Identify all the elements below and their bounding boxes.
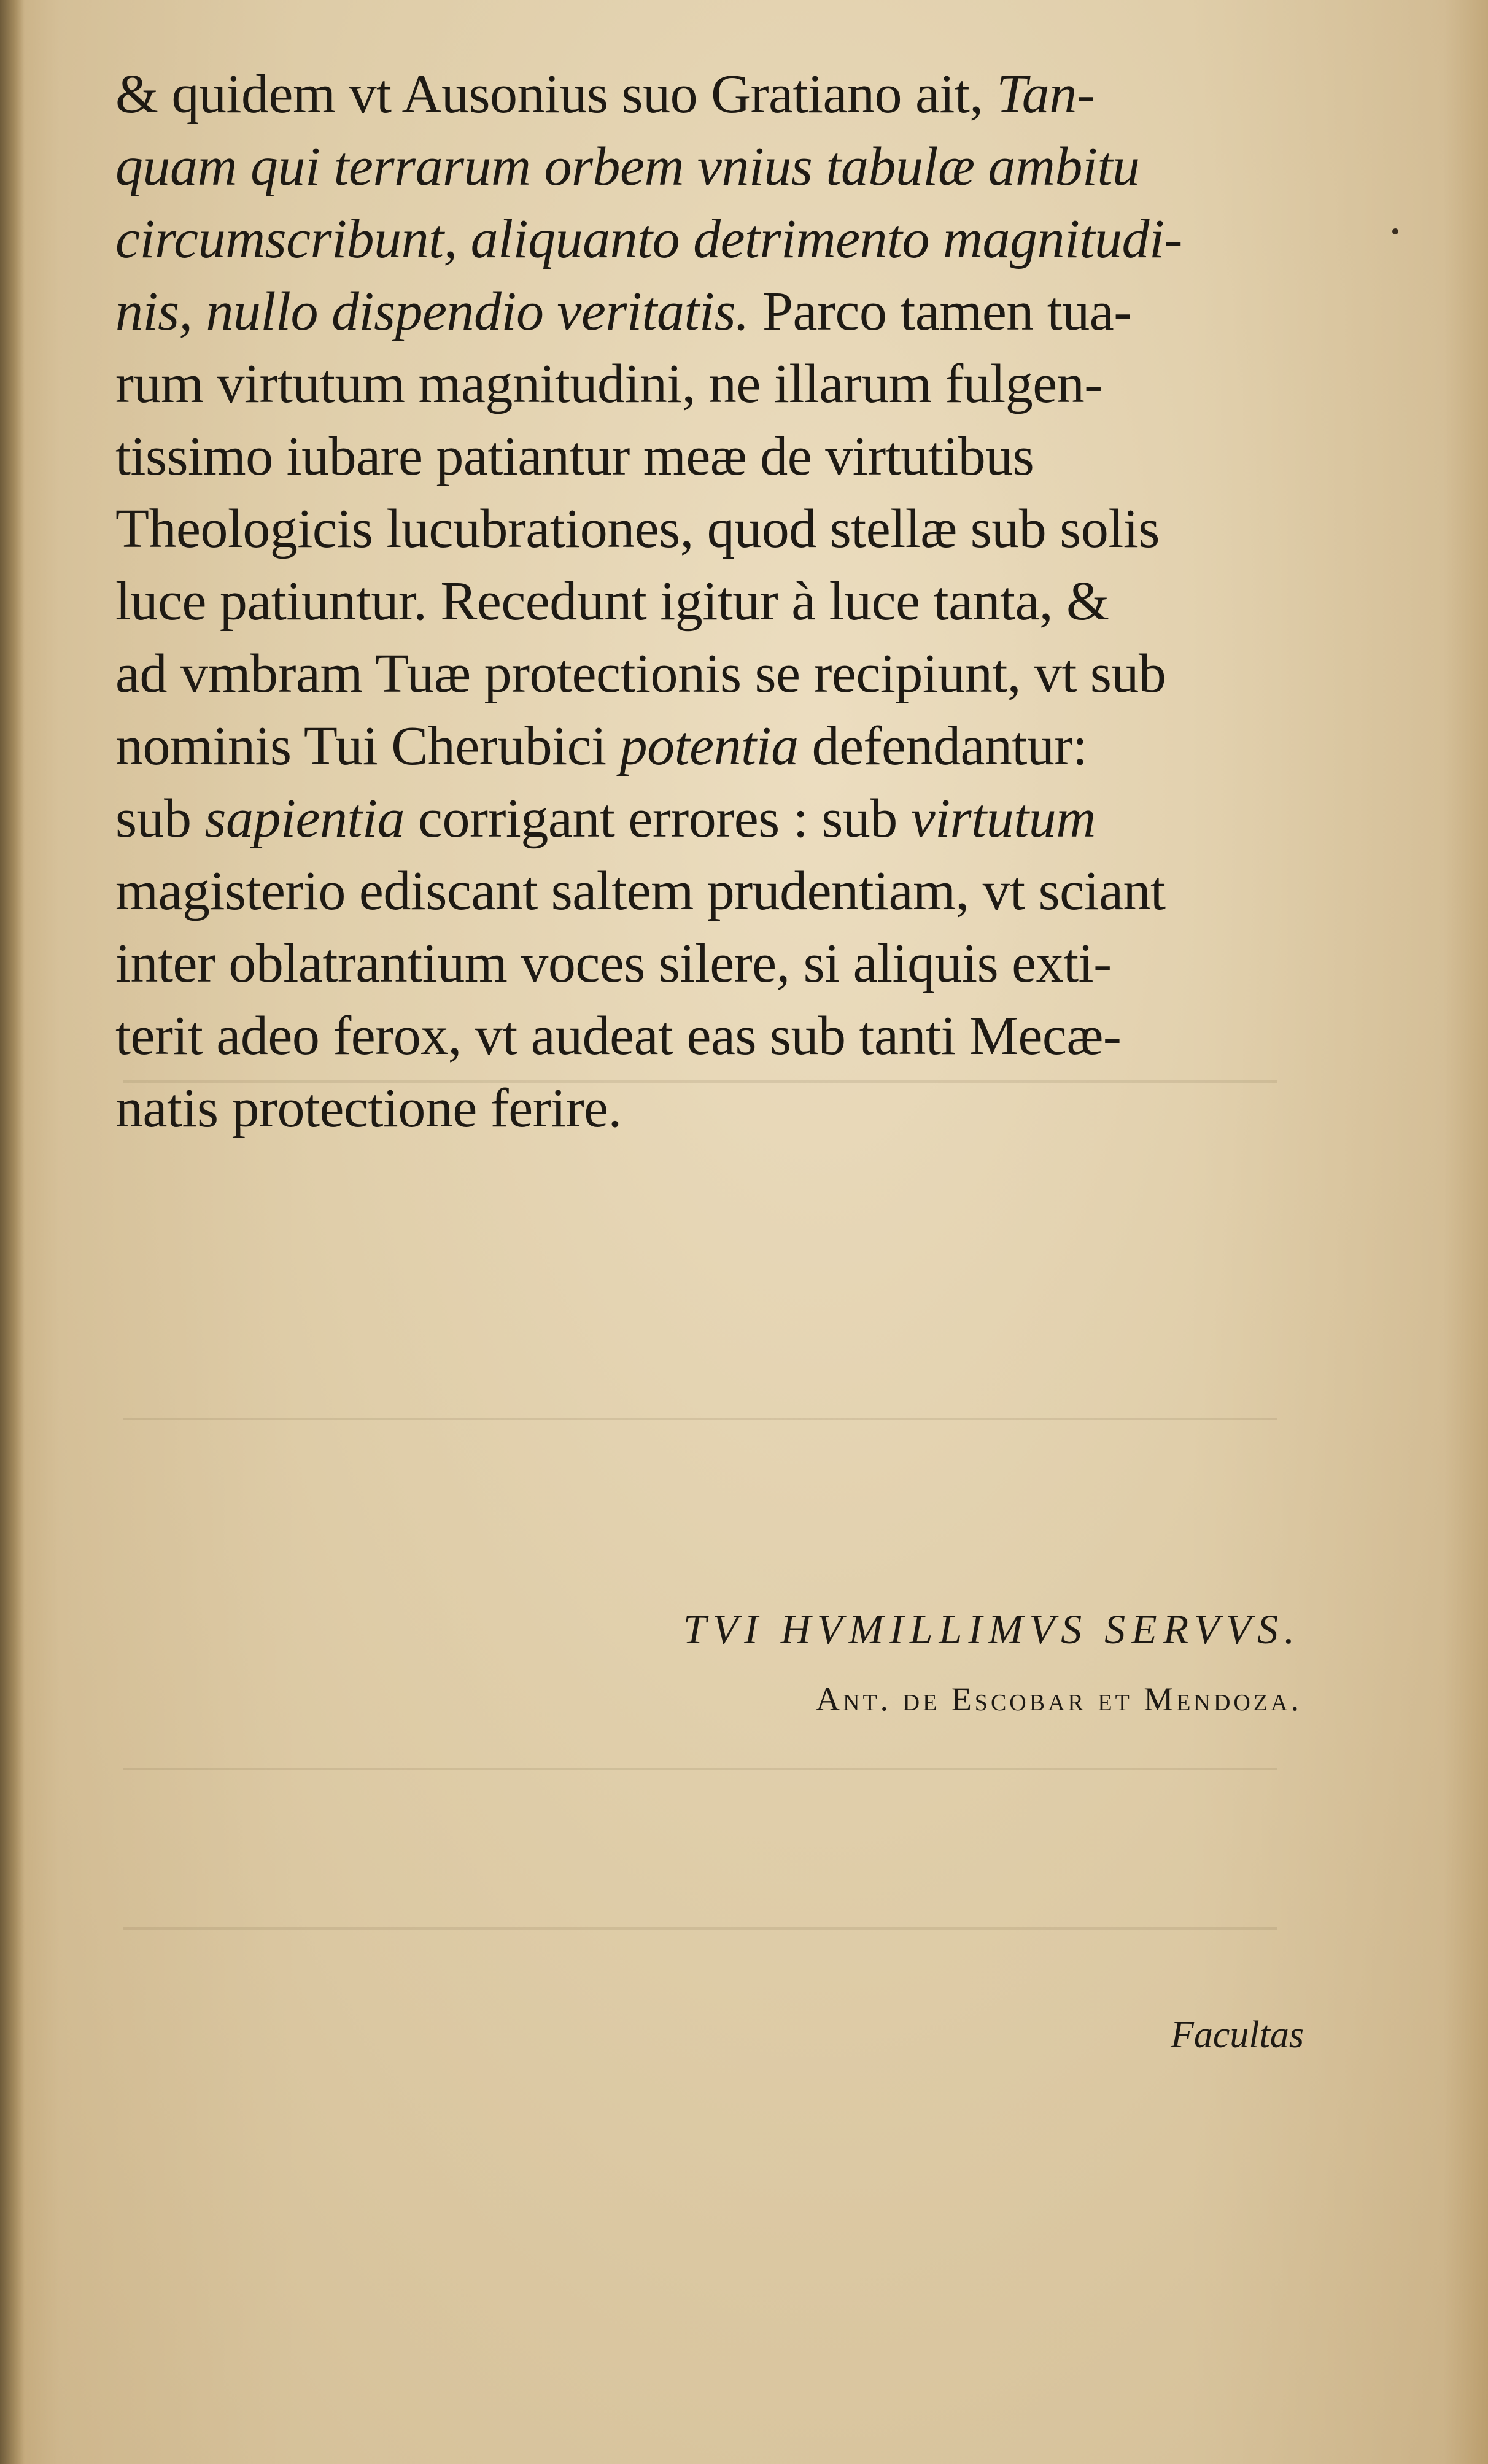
italic-run: potentia bbox=[619, 716, 799, 777]
ink-speck bbox=[1392, 228, 1398, 234]
italic-run: sapientia bbox=[204, 788, 405, 849]
text-line bbox=[115, 565, 1306, 638]
text-line bbox=[115, 638, 1306, 710]
text-line bbox=[115, 928, 1306, 1000]
bleed-rule bbox=[123, 1768, 1277, 1770]
roman-run: & quidem vt Ausonius suo Gratiano ait, bbox=[115, 64, 997, 125]
italic-run: circumscribunt, aliquanto detrimento magnitudi- bbox=[115, 209, 1183, 269]
roman-run: ad vmbram Tuæ protectionis se recipiunt, vt sub bbox=[115, 643, 1166, 704]
text-line bbox=[115, 420, 1306, 493]
binding-edge bbox=[0, 0, 25, 2464]
italic-run: virtutum bbox=[910, 788, 1096, 849]
text-line bbox=[115, 1000, 1306, 1072]
dedication-text bbox=[115, 58, 1306, 1145]
bleed-rule bbox=[123, 1927, 1277, 1930]
roman-run: sub bbox=[115, 788, 205, 849]
italic-run: Tan- bbox=[996, 64, 1095, 125]
text-line bbox=[115, 348, 1306, 420]
catchword: Facultas bbox=[1171, 2014, 1304, 2056]
roman-run: defendantur: bbox=[798, 716, 1088, 777]
roman-run: terit adeo ferox, vt audeat eas sub tanti Mecæ- bbox=[115, 1005, 1122, 1066]
roman-run: luce patiuntur. Recedunt igitur à luce tanta, & bbox=[115, 571, 1109, 632]
bleed-rule bbox=[123, 1418, 1277, 1420]
roman-run: Parco tamen tua- bbox=[748, 281, 1132, 342]
italic-run: quam qui terrarum orbem vnius tabulæ ambitu bbox=[115, 136, 1140, 197]
roman-run: natis protectione ferire. bbox=[115, 1078, 622, 1139]
roman-run: inter oblatrantium voces silere, si aliquis exti- bbox=[115, 933, 1112, 994]
text-line bbox=[115, 58, 1306, 131]
text-line bbox=[115, 1072, 1306, 1145]
roman-run: nominis Tui Cherubici bbox=[115, 716, 620, 777]
text-line bbox=[115, 276, 1306, 348]
author-name: Ant. de Escobar et Mendoza. bbox=[816, 1681, 1302, 1718]
text-line bbox=[115, 203, 1306, 276]
roman-run: tissimo iubare patiantur meæ de virtutibus bbox=[115, 426, 1034, 487]
roman-run: rum virtutum magnitudini, ne illarum fulgen- bbox=[115, 354, 1102, 414]
roman-run: corrigant errores : sub bbox=[405, 788, 911, 849]
text-line bbox=[115, 710, 1306, 783]
text-line bbox=[115, 855, 1306, 928]
roman-run: magisterio ediscant saltem prudentiam, vt sciant bbox=[115, 861, 1166, 921]
roman-run: Theologicis lucubrationes, quod stellæ sub solis bbox=[115, 498, 1160, 559]
signature-line: TVI HVMILLIMVS SERVVS. bbox=[683, 1606, 1301, 1652]
italic-run: nis, nullo dispendio veritatis. bbox=[115, 281, 749, 342]
text-line bbox=[115, 783, 1306, 855]
text-line bbox=[115, 493, 1306, 565]
text-line bbox=[115, 131, 1306, 203]
